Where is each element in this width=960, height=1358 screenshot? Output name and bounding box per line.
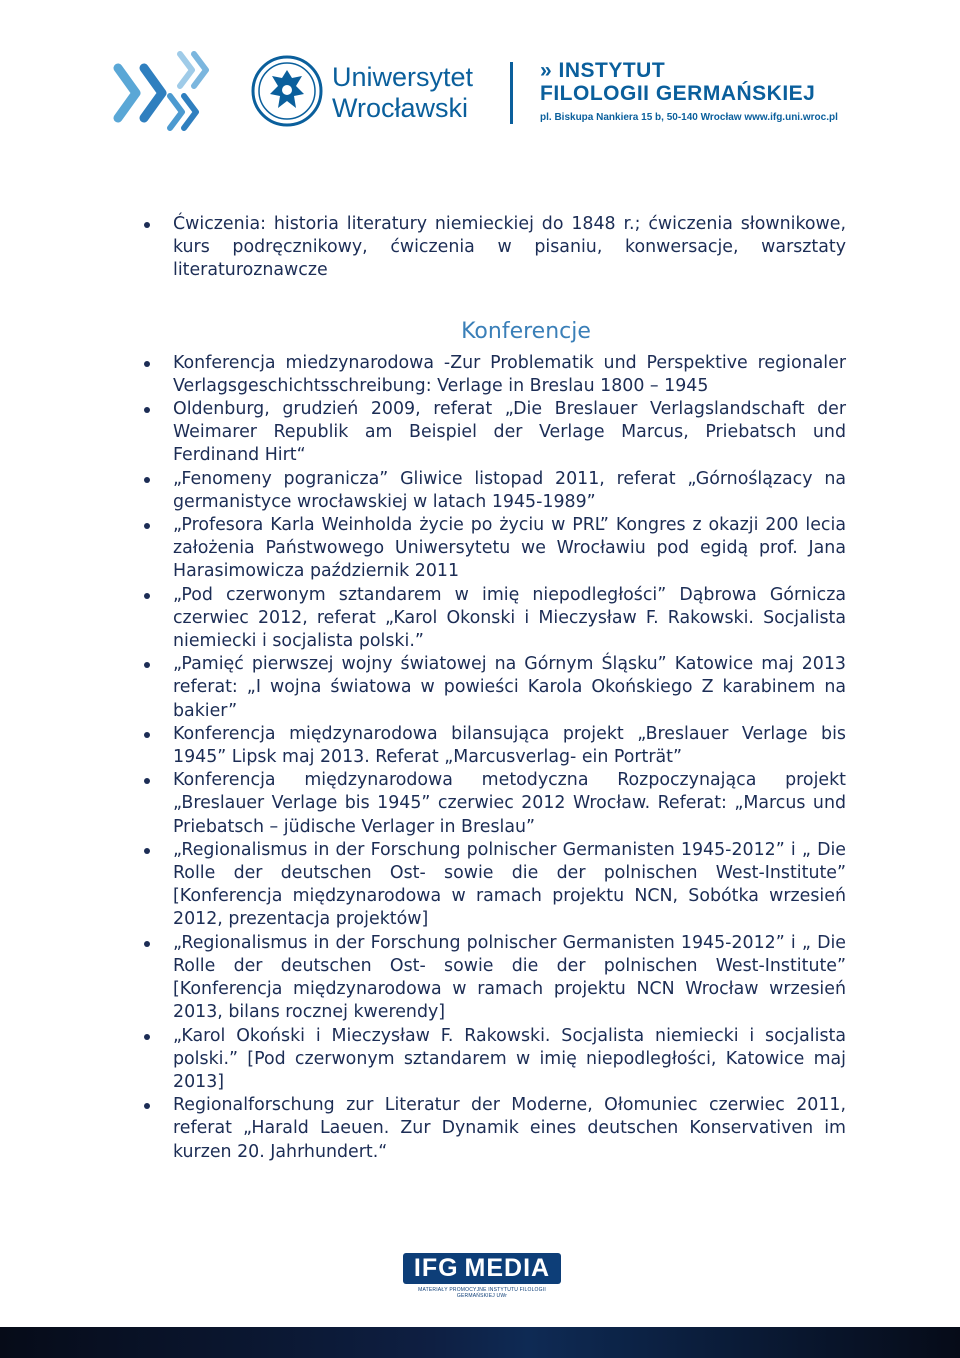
institute-name-line2: FILOLOGII GERMAŃSKIEJ — [540, 82, 816, 105]
ifg-media-logo-box — [403, 1253, 561, 1284]
list-item: „Pod czerwonym sztandarem w imię niepodległości” Dąbrowa Górnicza czerwiec 2012, referat „Karol Okonski i Mieczysław F. Rakowski. Socjalista niemiecki i socjalista polski.” — [140, 584, 846, 654]
chevron-arrows-icon — [108, 48, 218, 138]
logo-ifg-text: IFG — [413, 1254, 459, 1282]
document-body — [140, 213, 846, 1164]
letterhead — [0, 0, 960, 150]
list-item: „Karol Okoński i Mieczysław F. Rakowski. Socjalista niemiecki i socjalista polski.” [Pod czerwonym sztandarem w imię niepodległości, Katowice maj 2013] — [140, 1025, 846, 1095]
list-item: „Profesora Karla Weinholda życie po życiu w PRL” Kongres z okazji 200 lecia założenia Państwowego Uniwersytetu we Wrocławiu pod egidą prof. Jana Harasimowicza październik 2011 — [140, 514, 846, 584]
list-item: Oldenburg, grudzień 2009, referat „Die Breslauer Verlagslandschaft der Weimarer Republik am Beispiel der Verlage Marcus, Priebatsch und Ferdinand Hirt“ — [140, 398, 846, 468]
ifg-media-logo — [403, 1253, 561, 1299]
institute-address: pl. Biskupa Nankiera 15 b, 50-140 Wrocław www.ifg.uni.wroc.pl — [540, 112, 838, 123]
header-divider — [510, 62, 513, 124]
list-item: „Regionalismus in der Forschung polnischer Germanisten 1945-2012” i „ Die Rolle der deutschen Ost- sowie die der polnischen West-Institute” [Konferencja międzynarodowa w ramach projektu NCN Wrocław wrzesień 2013, bilans rocznej kwerendy] — [140, 932, 846, 1025]
list-item: Konferencja międzynarodowa bilansująca projekt „Breslauer Verlage bis 1945” Lipsk maj 2013. Referat „Marcusverlag- ein Porträt” — [140, 723, 846, 769]
list-item: Regionalforschung zur Literatur der Moderne, Ołomuniec czerwiec 2011, referat „Harald Laeuen. Zur Dynamik eines deutschen Konservativen im kurzen 20. Jahrhundert.“ — [140, 1094, 846, 1164]
university-crest-icon — [250, 54, 324, 128]
list-item: „Regionalismus in der Forschung polnischer Germanisten 1945-2012” i „ Die Rolle der deutschen Ost- sowie die der polnischen West-Institute” [Konferencja międzynarodowa w ramach projektu NCN, Sobótka wrzesień 2012, prezentacja projektów] — [140, 839, 846, 932]
list-item: Konferencja międzynarodowa metodyczna Rozpoczynająca projekt „Breslauer Verlage bis 1945” czerwiec 2012 Wrocław. Referat: „Marcus und Priebatsch – jüdische Verlager in Breslau” — [140, 769, 846, 839]
conference-list — [140, 352, 846, 1164]
section-title: Konferencje — [461, 318, 591, 344]
university-name-line1: Uniwersytet — [332, 62, 474, 92]
list-item: Konferencja miedzynarodowa -Zur Problematik und Perspektive regionaler Verlagsgeschichtsschreibung: Verlage in Breslau 1800 – 1945 — [140, 352, 846, 398]
logo-media-text: MEDIA — [464, 1254, 551, 1282]
university-name-line2: Wrocławski — [332, 93, 469, 123]
logo-tagline: MATERIAŁY PROMOCYJNE INSTYTUTU FILOLOGII GERMAŃSKIEJ UWr — [418, 1287, 546, 1299]
institute-name — [540, 60, 838, 123]
intro-list — [140, 213, 846, 283]
university-name — [332, 62, 473, 124]
list-item: „Fenomeny pogranicza” Gliwice listopad 2011, referat „Górnoślązacy na germanistyce wrocławskiej w latach 1945-1989” — [140, 468, 846, 514]
footer-bar — [0, 1327, 960, 1358]
list-item: Ćwiczenia: historia literatury niemieckiej do 1848 r.; ćwiczenia słownikowe, kurs podręcznikowy, ćwiczenia w pisaniu, konwersacje, warsztaty literaturoznawcze — [140, 213, 846, 283]
institute-name-line1: » INSTYTUT — [540, 59, 666, 82]
list-item: „Pamięć pierwszej wojny światowej na Górnym Śląsku” Katowice maj 2013 referat: „I wojna światowa w powieści Karola Okońskiego Z karabinem na bakier” — [140, 653, 846, 723]
